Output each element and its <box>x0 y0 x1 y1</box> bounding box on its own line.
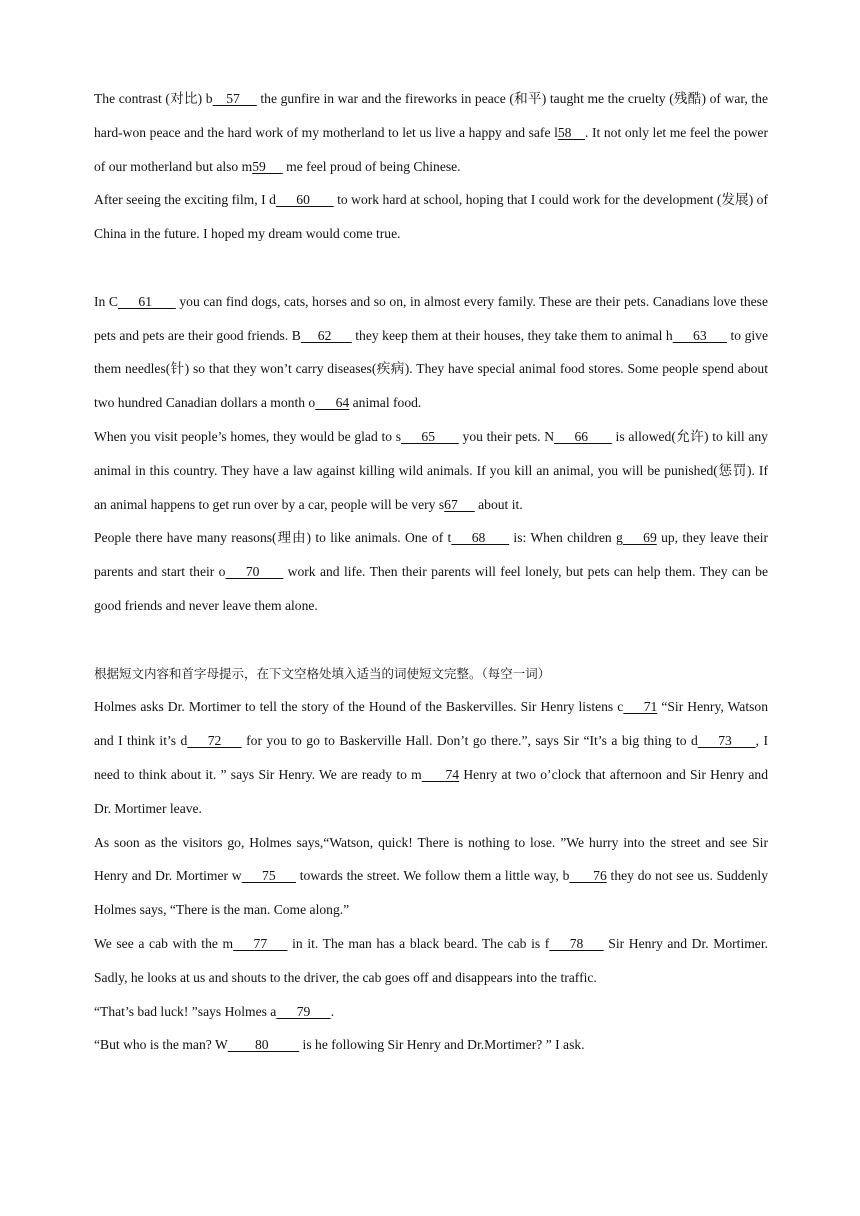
text-run: they keep them at their houses, they take them to animal h <box>351 327 673 343</box>
text-run: “But who is the man? W <box>94 1037 228 1053</box>
answer-blank[interactable]: 63 <box>672 327 728 343</box>
answer-blank[interactable]: 77 <box>233 935 288 951</box>
text-run: work and life. Then their parents will feel lonely, but pets can help them. They can be good friends and never leave them alone. <box>94 564 768 613</box>
answer-blank[interactable]: 69 <box>622 530 657 546</box>
answer-blank[interactable]: 68 <box>451 530 510 546</box>
answer-blank[interactable]: 58 <box>557 124 586 140</box>
paragraph <box>94 285 768 420</box>
answer-blank[interactable]: 67 <box>444 496 475 512</box>
answer-blank[interactable]: 70 <box>225 564 284 580</box>
answer-blank[interactable]: 62 <box>300 327 352 343</box>
text-run: Holmes asks Dr. Mortimer to tell the story of the Hound of the Baskervilles. Sir Henry listens c <box>94 699 624 715</box>
answer-blank[interactable]: 61 <box>118 293 176 309</box>
spacer <box>94 251 768 285</box>
answer-blank[interactable]: 78 <box>549 935 604 951</box>
answer-blank[interactable]: 73 <box>697 733 756 749</box>
text-run: The contrast (对比) b <box>94 91 213 106</box>
answer-blank[interactable]: 72 <box>187 733 242 749</box>
text-run: “That’s bad luck! ”says Holmes a <box>94 1003 277 1019</box>
text-run: you their pets. N <box>458 428 555 444</box>
paragraph <box>94 690 768 825</box>
text-run: Sir Henry and Dr. Mortimer. Sadly, he looks at us and shouts to the driver, the cab goes off and disappears into the traffic. <box>94 935 768 985</box>
text-run: is he following Sir Henry and Dr.Mortimer? ” I ask. <box>299 1037 585 1053</box>
text-run: “Sir Henry, Watson and I think it’s d <box>94 699 768 749</box>
text-run: When you visit people’s homes, they would be glad to s <box>94 428 402 444</box>
text-run: up, they leave their parents and start their o <box>94 530 768 580</box>
text-run: We see a cab with the m <box>94 935 234 951</box>
text-run: . It not only let me feel the power of our motherland but also m <box>94 124 768 174</box>
paragraph <box>94 1028 768 1062</box>
text-run: they do not see us. Suddenly Holmes says, “There is the man. Come along.” <box>94 868 768 918</box>
passage-2 <box>94 285 768 623</box>
answer-blank[interactable]: 60 <box>275 192 334 208</box>
document-page <box>94 82 768 1062</box>
text-run: In C <box>94 293 118 309</box>
paragraph <box>94 521 768 622</box>
text-run: for you to go to Baskerville Hall. Don’t go there.”, says Sir “It’s a big thing to d <box>241 733 698 749</box>
paragraph <box>94 927 768 995</box>
answer-blank[interactable]: 80 <box>227 1037 300 1053</box>
text-run: After seeing the exciting film, I d <box>94 192 276 208</box>
passage-3 <box>94 657 768 1063</box>
spacer <box>94 623 768 657</box>
text-run: People there have many reasons(理由) to like animals. One of t <box>94 530 452 546</box>
text-run: the gunfire in war and the fireworks in peace (和平) taught me the cruelty (残酷) of war, the hard-won peace and the hard work of my motherland to let us live a happy and safe l <box>94 91 768 140</box>
text-run: is allowed(允许) to kill any animal in this country. They have a law against killing wild animals. If you kill an animal, you will be punished(惩罚). If an animal happens to get run over by a car, people will be very s <box>94 428 768 512</box>
text-run: animal food. <box>349 395 422 411</box>
paragraph <box>94 420 768 521</box>
text-run: me feel proud of being Chinese. <box>282 158 461 174</box>
text-run: As soon as the visitors go, Holmes says,“Watson, quick! There is nothing to lose. ”We hurry into the street and see Sir Henry and Dr. Mortimer w <box>94 834 768 884</box>
text-run: in it. The man has a black beard. The cab is f <box>287 935 550 951</box>
paragraph <box>94 82 768 183</box>
answer-blank[interactable]: 76 <box>569 868 607 884</box>
text-run: you can find dogs, cats, horses and so on, in almost every family. These are their pets. Canadians love these pets and pets are their good friends. B <box>94 293 768 343</box>
answer-blank[interactable]: 66 <box>554 428 612 444</box>
answer-blank[interactable]: 57 <box>212 91 257 106</box>
answer-blank[interactable]: 65 <box>401 428 459 444</box>
text-run: Henry at two o’clock that afternoon and Sir Henry and Dr. Mortimer leave. <box>94 766 769 816</box>
answer-blank[interactable]: 71 <box>623 699 658 715</box>
text-run: , I need to think about it. ” says Sir Henry. We are ready to m <box>94 733 768 782</box>
answer-blank[interactable]: 64 <box>315 395 350 411</box>
text-run: about it. <box>474 496 523 512</box>
answer-blank[interactable]: 75 <box>241 868 296 884</box>
paragraph <box>94 995 768 1029</box>
text-run: towards the street. We follow them a little way, b <box>296 868 570 884</box>
answer-blank[interactable]: 79 <box>276 1003 331 1019</box>
text-run: to give them needles(针) so that they won’t carry diseases(疾病). They have special animal food stores. Some people spend about two hundred Canadian dollars a month o <box>94 327 768 411</box>
passage-1 <box>94 82 768 251</box>
answer-blank[interactable]: 74 <box>421 766 460 782</box>
instruction-text: 根据短文内容和首字母提示，在下文空格处填入适当的词使短文完整。（每空一词） <box>94 665 551 681</box>
text-run: to work hard at school, hoping that I could work for the development (发展) of China in the future. I hoped my dream would come true. <box>94 192 768 242</box>
paragraph <box>94 826 768 927</box>
paragraph <box>94 183 768 251</box>
answer-blank[interactable]: 59 <box>252 158 283 174</box>
text-run: is: When children g <box>509 530 623 546</box>
text-run: . <box>330 1003 335 1019</box>
